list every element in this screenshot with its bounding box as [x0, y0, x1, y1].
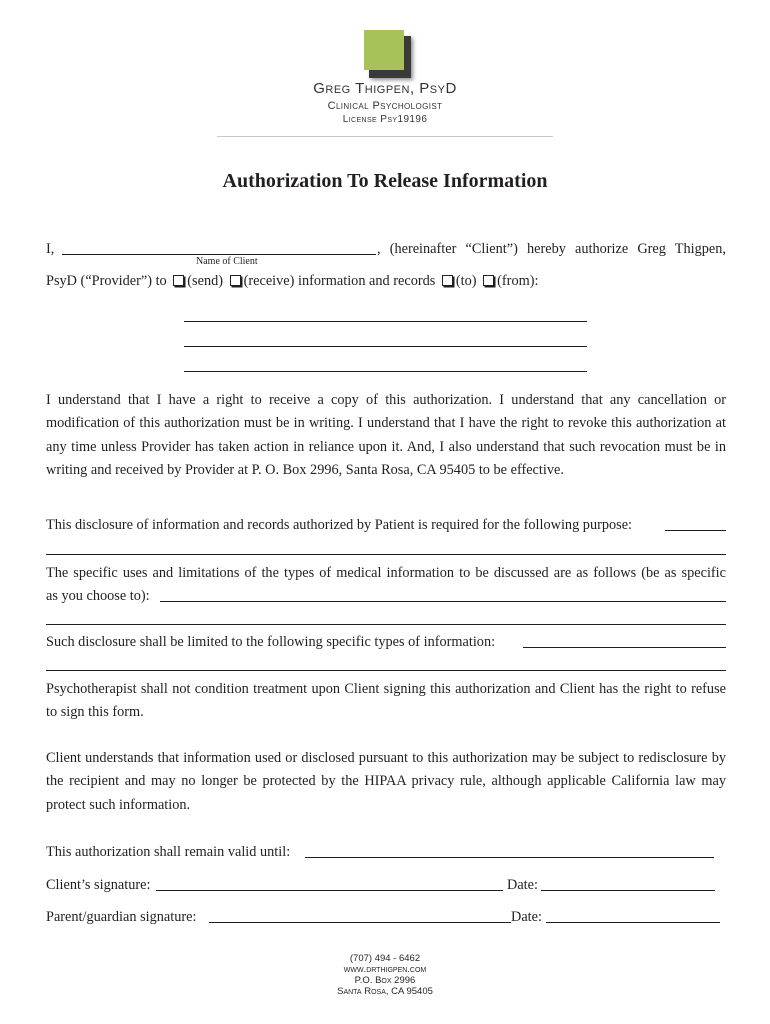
client-date-label: Date:	[507, 877, 538, 893]
condition-paragraph: Psychotherapist shall not condition treatment upon Client signing this authorization and Client has the right to refuse to sign this form.	[46, 681, 726, 721]
footer-website[interactable]: www.drthigpen.com	[343, 964, 427, 975]
client-name-field[interactable]	[62, 254, 376, 255]
guardian-signature-field[interactable]	[209, 922, 511, 923]
limited-field-1[interactable]	[523, 647, 726, 648]
valid-until-label: This authorization shall remain valid until:	[46, 844, 291, 860]
send-checkbox[interactable]	[173, 275, 184, 286]
guardian-date-field[interactable]	[546, 922, 720, 923]
guardian-date-label: Date:	[511, 909, 542, 925]
guardian-signature-label: Parent/guardian signature:	[46, 909, 197, 925]
client-date-field[interactable]	[541, 890, 715, 891]
license-number: License Psy19196	[342, 114, 428, 125]
purpose-label: This disclosure of information and records authorized by Patient is required for the following purpose:	[46, 517, 633, 533]
limited-label: Such disclosure shall be limited to the following specific types of information:	[46, 634, 496, 650]
header-divider	[217, 136, 553, 137]
valid-until-field[interactable]	[305, 857, 714, 858]
to-label: (to)	[455, 273, 477, 289]
footer-city: Santa Rosa, CA 95405	[337, 986, 433, 997]
receive-label: (receive) information and records	[243, 273, 436, 289]
recipient-line-2[interactable]	[184, 346, 587, 347]
uses-label-line2: as you choose to):	[46, 588, 150, 604]
logo-square	[364, 30, 404, 70]
recipient-line-3[interactable]	[184, 371, 587, 372]
send-label: (send)	[187, 273, 224, 289]
recipient-line-1[interactable]	[184, 321, 587, 322]
uses-field-2[interactable]	[46, 624, 726, 625]
release-options-line	[46, 270, 538, 293]
purpose-field-1[interactable]	[665, 530, 726, 531]
receive-checkbox[interactable]	[230, 275, 241, 286]
client-signature-label: Client’s signature:	[46, 877, 151, 893]
footer-po-box: P.O. Box 2996	[354, 975, 416, 986]
to-checkbox[interactable]	[442, 275, 453, 286]
release-options-lead: PsyD (“Provider”) to	[46, 273, 167, 289]
limited-field-2[interactable]	[46, 670, 726, 671]
rights-paragraph: I understand that I have a right to receive a copy of this authorization. I understand that any cancellation or modification of this authorization must be in writing. I understand that I have the right to revoke this authorization at any time unless Provider has taken action in reliance upon it. And, I also understand that such revocation must be in writing and received by Provider at P. O. Box 2996, Santa Rosa, CA 95405 to be effective.	[46, 392, 726, 478]
from-checkbox[interactable]	[483, 275, 494, 286]
client-name-caption: Name of Client	[196, 256, 258, 267]
from-label: (from):	[497, 273, 539, 289]
practitioner-title: Clinical Psychologist	[327, 100, 443, 112]
client-intro-prefix: I,	[46, 241, 55, 257]
document-title: Authorization To Release Information	[222, 170, 548, 192]
practitioner-name: Greg Thigpen, PsyD	[313, 80, 457, 97]
uses-label-line1: The specific uses and limitations of the types of medical information to be discussed are as follows (be as specific	[46, 565, 726, 581]
footer-phone: (707) 494 - 6462	[349, 953, 421, 964]
uses-field-1[interactable]	[160, 601, 726, 602]
purpose-field-2[interactable]	[46, 554, 726, 555]
redisclosure-paragraph: Client understands that information used or disclosed pursuant to this authorization may be subject to redisclosure by the recipient and may no longer be protected by the HIPAA privacy rule, although applicable California law may protect such information.	[46, 750, 726, 813]
client-intro-suffix: , (hereinafter “Client”) hereby authorize Greg Thigpen,	[377, 241, 726, 257]
client-signature-field[interactable]	[156, 890, 503, 891]
